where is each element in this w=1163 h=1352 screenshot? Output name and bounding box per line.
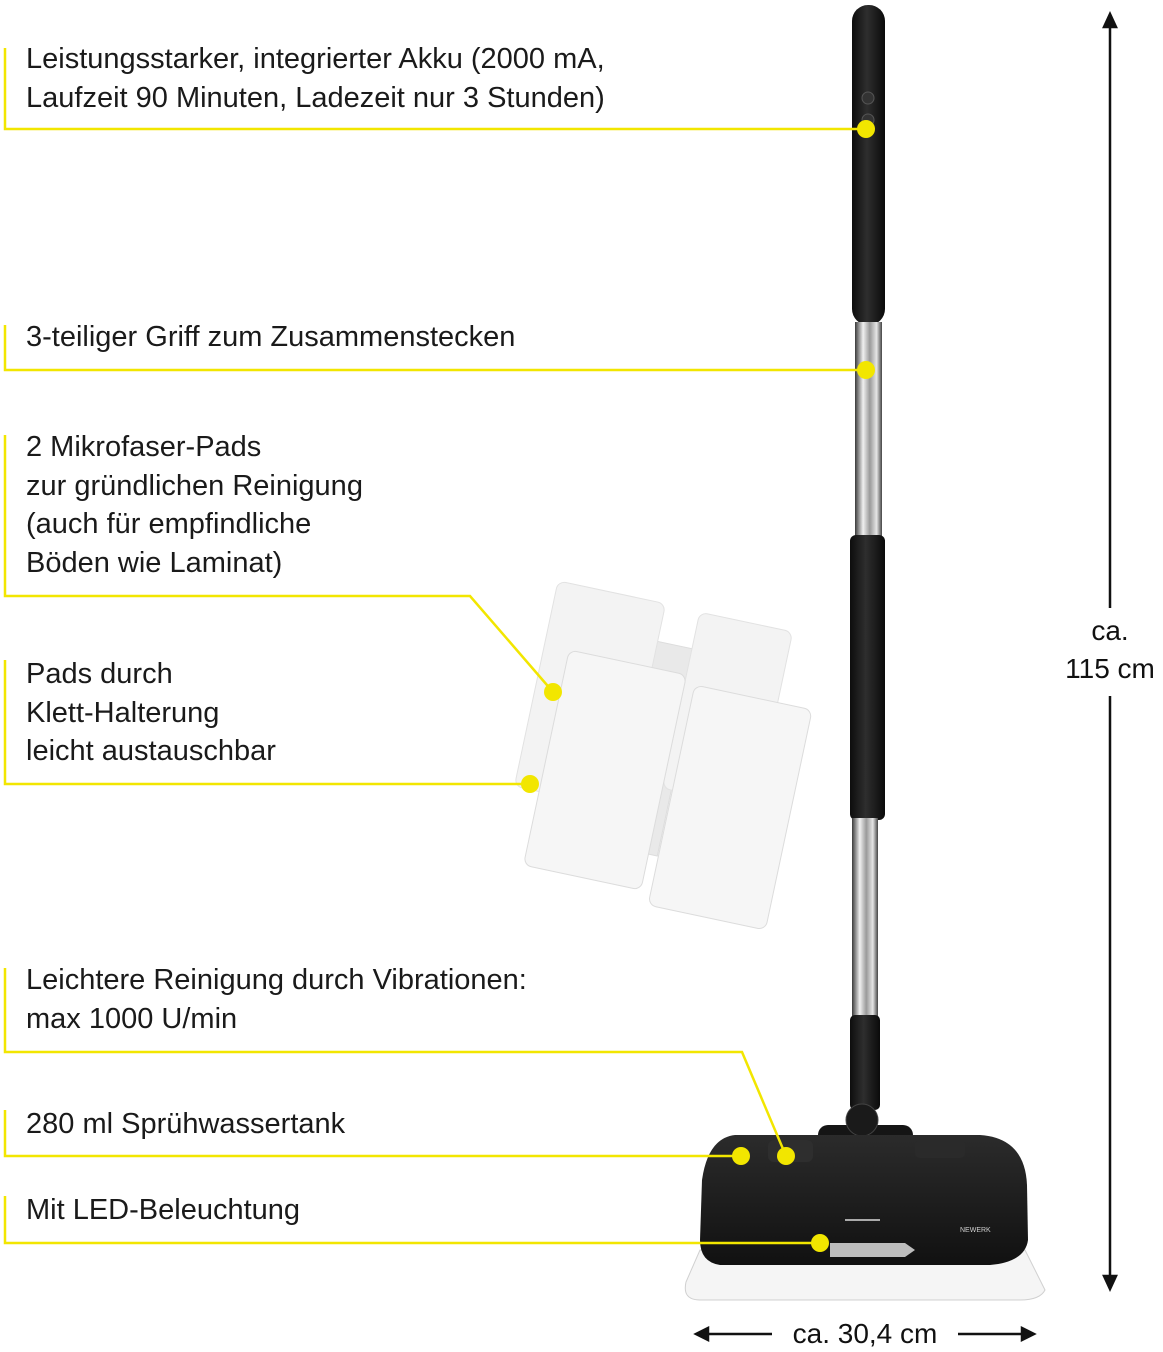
handle-dot: [857, 361, 875, 379]
handle-chrome-lower: [852, 818, 878, 1018]
mop-handle: [818, 5, 913, 1155]
tank-dot: [732, 1147, 750, 1165]
led-light: [830, 1243, 915, 1257]
spare-pads: [514, 581, 812, 930]
height-dimension-label: ca. 115 cm: [1065, 615, 1155, 684]
handle-chrome-upper: [855, 322, 882, 540]
handle-neck: [850, 1015, 880, 1110]
battery-dot: [857, 120, 875, 138]
power-button-icon: [862, 92, 874, 104]
joint-hinge: [846, 1104, 878, 1136]
handle-middle-grip: [850, 535, 885, 820]
width-dimension-label: ca. 30,4 cm: [792, 1318, 938, 1349]
mop-rear-vent: [915, 1140, 965, 1158]
handle-annotation: 3-teiliger Griff zum Zusammenstecken: [26, 321, 516, 353]
led-dot: [811, 1234, 829, 1252]
handle-top-grip: [852, 5, 885, 325]
pads-annotation: 2 Mikrofaser-Pads zur gründlichen Reinigung (auch für empfindliche Böden wie Laminat): [26, 431, 363, 579]
tank-annotation: 280 ml Sprühwassertank: [26, 1108, 346, 1140]
pads-dot: [544, 683, 562, 701]
vibration-dot: [777, 1147, 795, 1165]
velcro-dot: [521, 775, 539, 793]
battery-annotation: Leistungsstarker, integrierter Akku (2000 mA, Laufzeit 90 Minuten, Ladezeit nur 3 Stunden): [26, 43, 605, 114]
velcro-annotation: Pads durch Klett-Halterung leicht austauschbar: [26, 658, 276, 767]
brand-mark: NEWERK: [960, 1227, 991, 1234]
led-annotation: Mit LED-Beleuchtung: [26, 1194, 301, 1226]
vibration-annotation: Leichtere Reinigung durch Vibrationen: max 1000 U/min: [26, 964, 527, 1035]
